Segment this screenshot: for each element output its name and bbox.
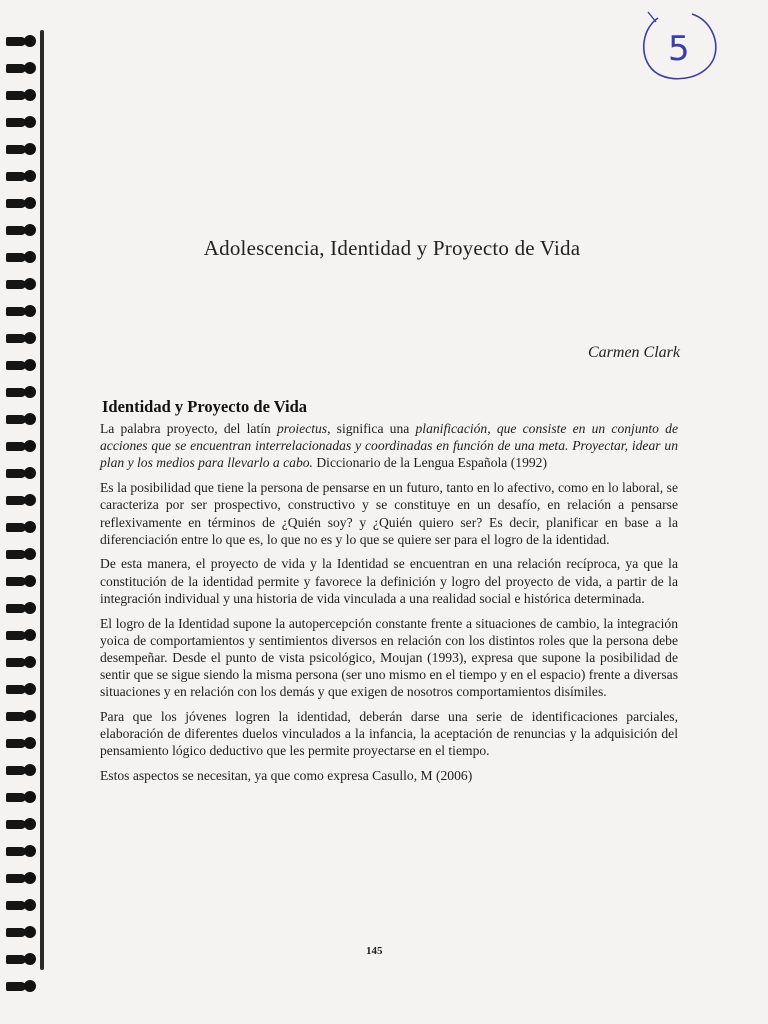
- binding-hole: [24, 899, 36, 911]
- binding-hole: [24, 35, 36, 47]
- binding-hole: [24, 953, 36, 965]
- binding-coil: [6, 415, 26, 424]
- binding-coil: [6, 604, 26, 613]
- binding-coil: [6, 874, 26, 883]
- binding-ring: [6, 844, 34, 858]
- binding-ring: [6, 466, 34, 480]
- binding-ring: [6, 493, 34, 507]
- binding-ring: [6, 331, 34, 345]
- binding-hole: [24, 89, 36, 101]
- paragraph-text: , significa una: [327, 421, 416, 436]
- binding-hole: [24, 845, 36, 857]
- binding-coil: [6, 37, 26, 46]
- binding-coil: [6, 442, 26, 451]
- binding-hole: [24, 278, 36, 290]
- binding-coil: [6, 172, 26, 181]
- latin-term: proiectus: [277, 421, 328, 436]
- binding-coil: [6, 523, 26, 532]
- binding-hole: [24, 656, 36, 668]
- binding-coil: [6, 496, 26, 505]
- binding-hole: [24, 224, 36, 236]
- body-text: [100, 420, 678, 792]
- binding-hole: [24, 251, 36, 263]
- binding-hole: [24, 791, 36, 803]
- handwritten-number: 5: [668, 29, 690, 69]
- binding-coil: [6, 334, 26, 343]
- binding-coil: [6, 901, 26, 910]
- binding-ring: [6, 34, 34, 48]
- binding-hole: [24, 548, 36, 560]
- binding-hole: [24, 683, 36, 695]
- paragraph-definition: [100, 420, 678, 472]
- binding-coil: [6, 847, 26, 856]
- binding-hole: [24, 116, 36, 128]
- binding-ring: [6, 817, 34, 831]
- binding-hole: [24, 872, 36, 884]
- binding-hole: [24, 143, 36, 155]
- binding-ring: [6, 655, 34, 669]
- binding-ring: [6, 304, 34, 318]
- binding-ring: [6, 925, 34, 939]
- binding-coil: [6, 91, 26, 100]
- binding-coil: [6, 307, 26, 316]
- handwritten-page-mark: [636, 8, 720, 82]
- dictionary-citation: Diccionario de la Lengua Española (1992): [312, 455, 547, 471]
- binding-ring: [6, 682, 34, 696]
- binding-coil: [6, 118, 26, 127]
- page-edge: [40, 30, 44, 970]
- binding-hole: [24, 521, 36, 533]
- paragraph: Estos aspectos se necesitan, ya que como expresa Casullo, M (2006): [100, 768, 473, 784]
- binding-ring: [6, 223, 34, 237]
- binding-coil: [6, 712, 26, 721]
- binding-coil: [6, 388, 26, 397]
- binding-coil: [6, 577, 26, 586]
- binding-ring: [6, 520, 34, 534]
- binding-ring: [6, 61, 34, 75]
- paragraph: De esta manera, el proyecto de vida y la Identidad se encuentran en una relación recíproca, ya que la constitución de la identidad permite y favorece la definición y logro del proyecto de vida, a partir de la integración individual y una historia de vida vinculada a una realidad social e histórica determinada.: [100, 556, 678, 606]
- binding-hole: [24, 710, 36, 722]
- binding-ring: [6, 790, 34, 804]
- binding-hole: [24, 494, 36, 506]
- paragraph: Para que los jóvenes logren la identidad, deberán darse una serie de identificaciones parciales, elaboración de diferentes duelos vinculados a la infancia, la aceptación de renuncias y la adquisición del pensamiento lógico deductivo que les permite proyectarse en el tiempo.: [100, 709, 678, 759]
- binding-coil: [6, 199, 26, 208]
- binding-coil: [6, 658, 26, 667]
- binding-ring: [6, 196, 34, 210]
- paragraph-text: La palabra proyecto, del latín: [100, 421, 277, 436]
- binding-ring: [6, 547, 34, 561]
- author-name: Carmen Clark: [588, 344, 680, 361]
- binding-coil: [6, 793, 26, 802]
- binding-coil: [6, 820, 26, 829]
- binding-ring: [6, 736, 34, 750]
- paragraph: Es la posibilidad que tiene la persona de pensarse en un futuro, tanto en lo afectivo, como en lo laboral, se caracteriza por ser prospectivo, constructivo y se constituye en un desafío, en relación a pensarse reflexivamente en términos de ¿Quién soy? y ¿Quién quiero ser? Es decir, planificar en base a la diferenciación entre lo que es, lo que no es y lo que se quiere ser para el logro de la identidad.: [100, 480, 678, 547]
- binding-hole: [24, 359, 36, 371]
- binding-ring: [6, 358, 34, 372]
- binding-hole: [24, 305, 36, 317]
- binding-coil: [6, 145, 26, 154]
- binding-coil: [6, 766, 26, 775]
- binding-ring: [6, 412, 34, 426]
- binding-ring: [6, 250, 34, 264]
- paragraph: El logro de la Identidad supone la autopercepción constante frente a situaciones de cambio, la integración yoica de comportamientos y sentimientos diversos en relación con los distintos roles que la persona debe desempeñar. Desde el punto de vista psicológico, Moujan (1993), expresa que supone la posibilidad de sentir que se sigue siendo la misma persona (ser uno mismo en el tiempo y en el espacio) frente a diversas situaciones y en relación con los demás y que exigen de nosotros comportamientos disímiles.: [100, 615, 678, 700]
- binding-coil: [6, 253, 26, 262]
- binding-hole: [24, 602, 36, 614]
- binding-ring: [6, 115, 34, 129]
- binding-ring: [6, 601, 34, 615]
- binding-coil: [6, 955, 26, 964]
- binding-coil: [6, 469, 26, 478]
- binding-coil: [6, 685, 26, 694]
- binding-ring: [6, 871, 34, 885]
- binding-coil: [6, 928, 26, 937]
- binding-ring: [6, 88, 34, 102]
- binding-coil: [6, 631, 26, 640]
- binding-hole: [24, 332, 36, 344]
- definition-quote: planificación, que consiste en un conjunto de acciones que se encuentran interrelacionadas y coordinadas en función de una meta. Proyectar, idear un plan y los medios para llevarlo a cabo.: [100, 421, 678, 471]
- document-title: Adolescencia, Identidad y Proyecto de Vida: [203, 236, 581, 260]
- binding-coil: [6, 982, 26, 991]
- section-heading: Identidad y Proyecto de Vida: [102, 397, 308, 416]
- binding-coil: [6, 64, 26, 73]
- spiral-binding: [0, 28, 44, 1024]
- binding-ring: [6, 763, 34, 777]
- binding-hole: [24, 197, 36, 209]
- binding-ring: [6, 142, 34, 156]
- binding-hole: [24, 737, 36, 749]
- binding-hole: [24, 440, 36, 452]
- binding-hole: [24, 467, 36, 479]
- binding-coil: [6, 361, 26, 370]
- binding-hole: [24, 818, 36, 830]
- binding-hole: [24, 980, 36, 992]
- binding-ring: [6, 277, 34, 291]
- binding-coil: [6, 550, 26, 559]
- binding-hole: [24, 926, 36, 938]
- binding-hole: [24, 170, 36, 182]
- binding-coil: [6, 226, 26, 235]
- binding-hole: [24, 413, 36, 425]
- binding-hole: [24, 764, 36, 776]
- binding-hole: [24, 62, 36, 74]
- binding-hole: [24, 629, 36, 641]
- binding-ring: [6, 628, 34, 642]
- binding-ring: [6, 169, 34, 183]
- binding-ring: [6, 574, 34, 588]
- binding-ring: [6, 439, 34, 453]
- binding-coil: [6, 739, 26, 748]
- binding-hole: [24, 575, 36, 587]
- binding-ring: [6, 385, 34, 399]
- binding-ring: [6, 952, 34, 966]
- binding-ring: [6, 898, 34, 912]
- binding-hole: [24, 386, 36, 398]
- binding-ring: [6, 709, 34, 723]
- binding-coil: [6, 280, 26, 289]
- binding-ring: [6, 979, 34, 993]
- page-number: 145: [366, 945, 383, 957]
